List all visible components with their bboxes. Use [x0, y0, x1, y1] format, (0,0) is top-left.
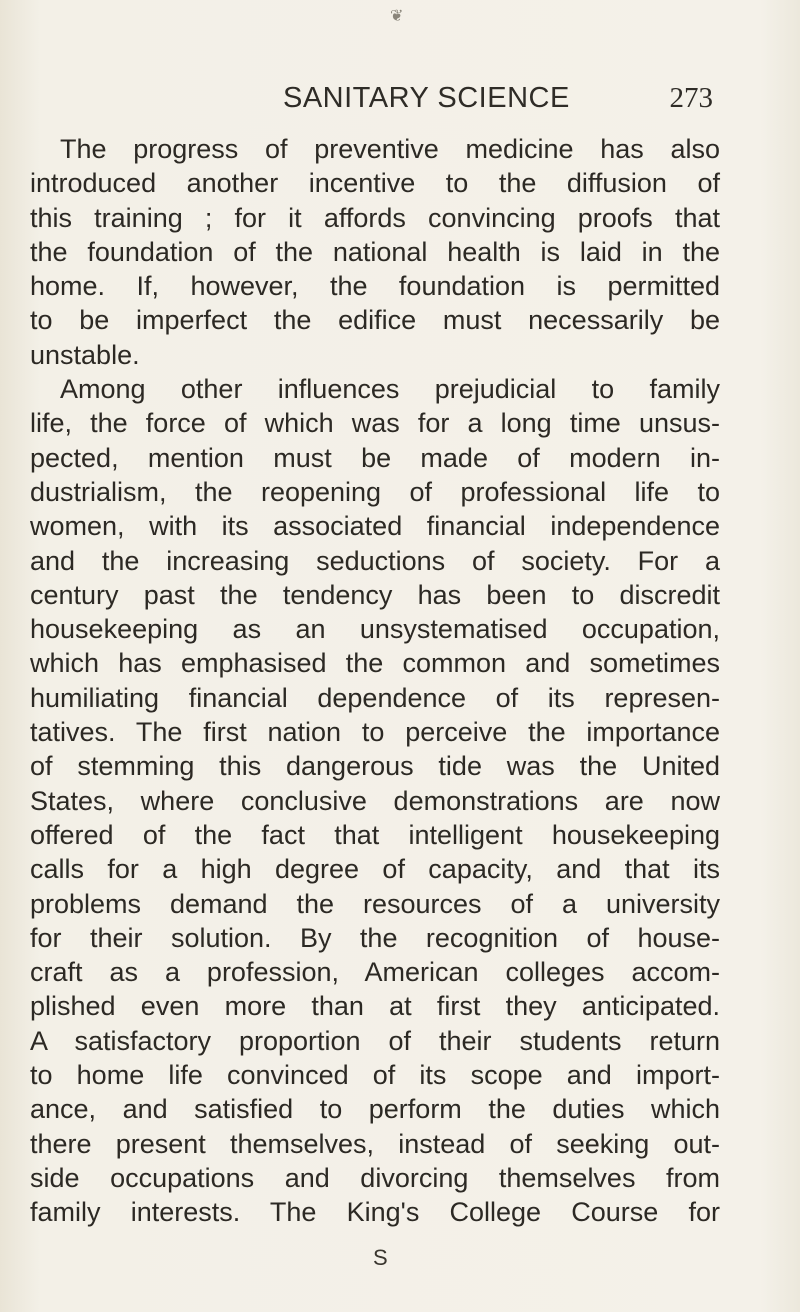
text-line: offered of the fact that intelligent housekeeping — [30, 819, 720, 850]
text-line: tatives. The first nation to perceive the importance — [30, 717, 720, 748]
text-line: life, the force of which was for a long time unsus- — [30, 408, 720, 439]
text-line: dustrialism, the reopening of professional life to — [30, 476, 720, 507]
text-line: which has emphasised the common and sometimes — [30, 648, 720, 679]
text-line: and the increasing seductions of society. For a — [30, 545, 720, 576]
text-line: the foundation of the national health is laid in the — [30, 236, 720, 267]
text-line: to be imperfect the edifice must necessarily be — [30, 305, 720, 336]
text-line: craft as a profession, American colleges accom- — [30, 957, 720, 988]
text-line: there present themselves, instead of seeking out- — [30, 1128, 720, 1159]
text-line: problems demand the resources of a university — [30, 888, 720, 919]
paragraph-1 — [30, 132, 720, 372]
page-header — [283, 82, 713, 122]
text-line: humiliating financial dependence of its represen- — [30, 682, 720, 713]
top-ink-mark: ❦ — [390, 6, 404, 25]
body-text — [30, 132, 720, 1230]
text-line: States, where conclusive demonstrations are now — [30, 785, 720, 816]
text-line: Among other influences prejudicial to family — [60, 374, 720, 405]
text-line: unstable. — [30, 339, 140, 370]
text-line: of stemming this dangerous tide was the United — [30, 751, 720, 782]
text-line: introduced another incentive to the diffusion of — [30, 168, 720, 199]
text-line: this training ; for it affords convincing proofs that — [30, 202, 720, 233]
paragraph-2 — [30, 372, 720, 1229]
text-line: home. If, however, the foundation is permitted — [30, 271, 720, 302]
page-number: 273 — [669, 82, 713, 114]
signature-mark: S — [373, 1245, 388, 1270]
text-line: plished even more than at first they anticipated. — [30, 991, 720, 1022]
text-line: side occupations and divorcing themselves from — [30, 1162, 720, 1193]
text-line: to home life convinced of its scope and import- — [30, 1060, 720, 1091]
text-line: for their solution. By the recognition of house- — [30, 922, 720, 953]
text-line: calls for a high degree of capacity, and that its — [30, 854, 720, 885]
text-line: family interests. The King's College Course for — [30, 1197, 720, 1228]
text-line: century past the tendency has been to discredit — [30, 579, 720, 610]
running-title: SANITARY SCIENCE — [283, 82, 570, 114]
text-line: The progress of preventive medicine has also — [60, 134, 720, 164]
text-line: pected, mention must be made of modern in- — [30, 442, 720, 473]
text-line: housekeeping as an unsystematised occupation, — [30, 614, 720, 645]
text-line: ance, and satisfied to perform the duties which — [30, 1094, 720, 1125]
text-line: women, with its associated financial independence — [30, 511, 720, 542]
text-line: A satisfactory proportion of their students return — [30, 1025, 720, 1056]
